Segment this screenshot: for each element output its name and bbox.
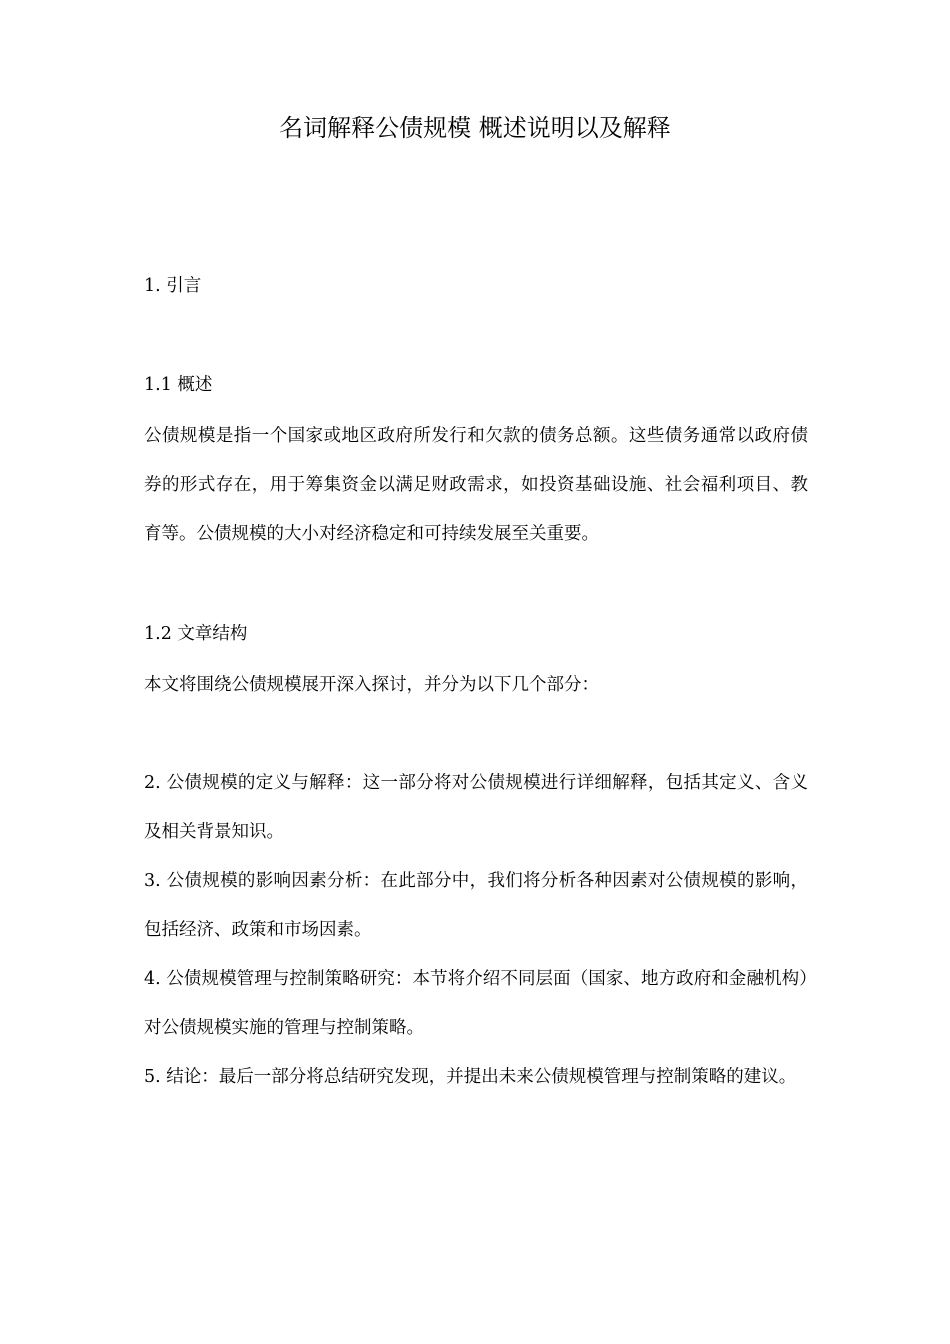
outline-item-definition: 2. 公债规模的定义与解释：这一部分将对公债规模进行详细解释，包括其定义、含义及相关背景知识。: [144, 773, 808, 842]
overview-paragraph: 公债规模是指一个国家或地区政府所发行和欠款的债务总额。这些债务通常以政府债券的形式存在，用于筹集资金以满足财政需求，如投资基础设施、社会福利项目、教育等。公债规模的大小对经济稳定和可持续发展至关重要。: [144, 426, 808, 544]
outline-item-conclusion: 5. 结论：最后一部分将总结研究发现，并提出未来公债规模管理与控制策略的建议。: [144, 1067, 797, 1087]
document-title: 名词解释公债规模 概述说明以及解释: [279, 114, 671, 142]
outline-item-factors: 3. 公债规模的影响因素分析：在此部分中，我们将分析各种因素对公债规模的影响，包括经济、政策和市场因素。: [144, 871, 808, 940]
section-heading-introduction: 1. 引言: [144, 276, 202, 296]
section-heading-overview: 1.1 概述: [144, 375, 213, 395]
outline-item-management: 4. 公债规模管理与控制策略研究：本节将介绍不同层面（国家、地方政府和金融机构）对公债规模实施的管理与控制策略。: [144, 969, 808, 1038]
structure-paragraph: 本文将围绕公债规模展开深入探讨，并分为以下几个部分：: [144, 675, 599, 695]
section-heading-structure: 1.2 文章结构: [144, 624, 248, 644]
